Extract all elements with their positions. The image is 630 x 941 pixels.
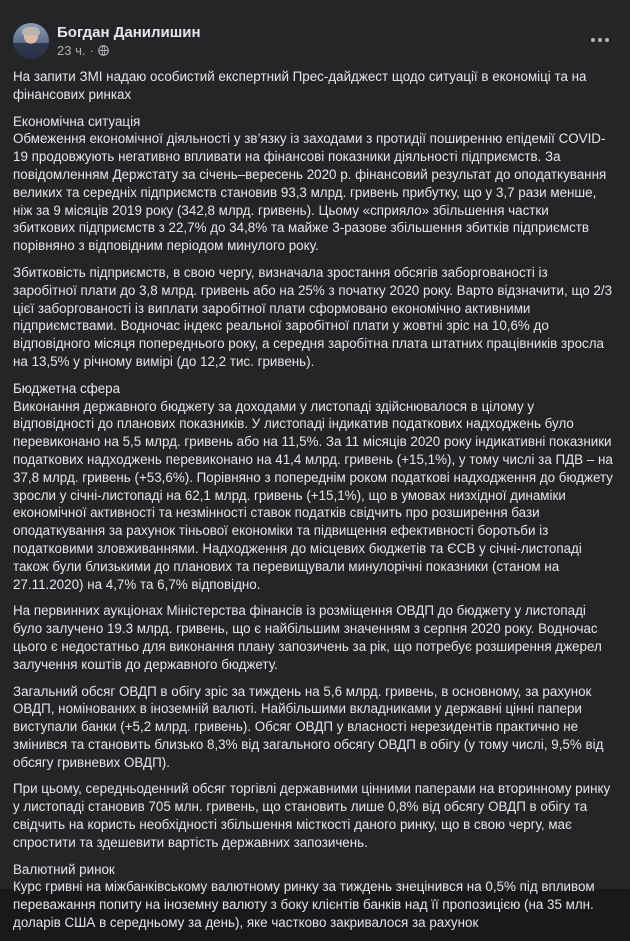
section-heading-budget: Бюджетна сфера <box>13 380 121 396</box>
section-economy-paragraph-1: Обмеження економічної діяльності у зв’язку із заходами з протидії поширенню епідемії COVID-19 продовжують негативно впливати на фінансові показники діяльності підприємств. За повідомленням Держстату за січень–вересень 2020 р. фінансовий результат до оподаткування великих та середніх підприємств становив 93,3 млрд. гривень прибутку, що у 3,7 рази менше, ніж за 9 місяців 2019 року (342,8 млрд. гривень). Цьому «сприяло» збільшення частки збиткових підприємств з 22,7% до 34,8% та майже 3-разове збільшення збитків підприємств порівняно з відповідним періодом минулого року. <box>13 131 607 254</box>
section-economy-paragraph-2: Збитковість підприємств, в свою чергу, визначала зростання обсягів заборгованості із заробітної плати до 3,8 млрд. гривень або на 25% з початку 2020 року. Варто відзначити, що 2/3 цієї заборгованості із виплати заробітної плати сформовано економічно активними підприємствами. Водночас індекс реальної заробітної плати у жовтні зріс на 10,6% до відповідного місяця попереднього року, а середня заробітна плата штатних працівників зросла на 13,5% у річному вимірі (до 12,2 тис. гривень). <box>13 264 613 369</box>
section-budget-paragraph-4: При цьому, середньоденний обсяг торгівлі державними цінними паперами на вторинному ринку у листопаді становив 705 млн. гривень, що становить лише 0,8% від обсягу ОВДП в обігу та свідчить на користь необхідності збільшення місткості даного ринку, що в свою чергу, має спростити та здешевити вартість державних запозичень. <box>13 781 611 850</box>
section-budget-paragraph-3: Загальний обсяг ОВДП в обігу зріс за тиждень на 5,6 млрд. гривень, в основному, за рахунок ОВДП, номінованих в іноземній валюті. Найбільшими вкладниками у державні цінні папери виступали банки (+5,2 млрд. гривень). Обсяг ОВДП у власності нерезидентів практично не змінився та становить близько 8,3% від загального обсягу ОВДП в обігу (у тому числі, 9,5% від обсягу гривневих ОВДП). <box>13 683 604 770</box>
post-meta <box>57 43 109 58</box>
section-economy <box>13 113 613 255</box>
author-avatar[interactable] <box>13 23 49 59</box>
post-header <box>0 0 630 66</box>
section-budget-paragraph-1: Виконання державного бюджету за доходами у листопаді здійснювалося в цілому у відповідності до планових показників. У листопаді індикатив податкових надходжень було перевиконано на 5,5 млрд. гривень або на 11,5%. За 11 місяців 2020 року індикативні показники податкових надходжень перевиконано на 41,4 млрд. гривень (+15,1%), у тому числі за ПДВ – на 37,8 млрд. гривень (+53,6%). Порівняно з попереднім роком податкові надходження до бюджету зросли у січні-листопаді на 62,1 млрд. гривень (+15,1%), що в умовах низхідної динаміки економічної активності та незмінності ставок податків свідчить про розширення бази оподаткування за рахунок тіньової економіки та підвищення ефективності боротьби із податковими зловживаннями. Надходження до місцевих бюджетів та ЄСВ у січні-листопаді також були близькими до планових та перевищували минулорічні показники (станом на 27.11.2020) на 4,7% та 6,7% відповідно. <box>13 398 613 592</box>
section-currency-paragraph-1: Курс гривні на міжбанківському валютному ринку за тиждень знецінився на 0,5% під впливом переважання попиту на іноземну валюту з боку клієнтів банків над її пропозицією (на 35 млн. доларів США в середньому за день), яке частково закривалося за рахунок <box>13 879 595 931</box>
section-budget <box>13 380 613 594</box>
post-time[interactable]: 23 ч. <box>57 43 86 58</box>
author-name[interactable]: Богдан Данилишин <box>57 24 201 41</box>
post-text <box>13 68 613 941</box>
section-heading-economy: Економічна ситуація <box>13 113 141 129</box>
post-intro: На запити ЗМІ надаю особистий експертний Прес-дайджест щодо ситуації в економіці та на фінансових ринках <box>13 69 587 102</box>
section-currency <box>13 861 613 932</box>
section-heading-currency: Валютний ринок <box>13 861 115 877</box>
globe-icon[interactable] <box>98 45 109 56</box>
section-budget-paragraph-2: На первинних аукціонах Міністерства фінансів із розміщення ОВДП до бюджету у листопаді було залучено 19.3 млрд. гривень, що є найбільшим значенням з серпня 2020 року. Водночас цього є недостатньо для виконання плану запозичень за рік, що потребує розширення джерел залучення коштів до державного бюджету. <box>13 603 602 672</box>
three-dots-icon <box>590 37 610 43</box>
meta-separator: · <box>89 43 94 58</box>
more-options-icon[interactable] <box>582 22 618 58</box>
